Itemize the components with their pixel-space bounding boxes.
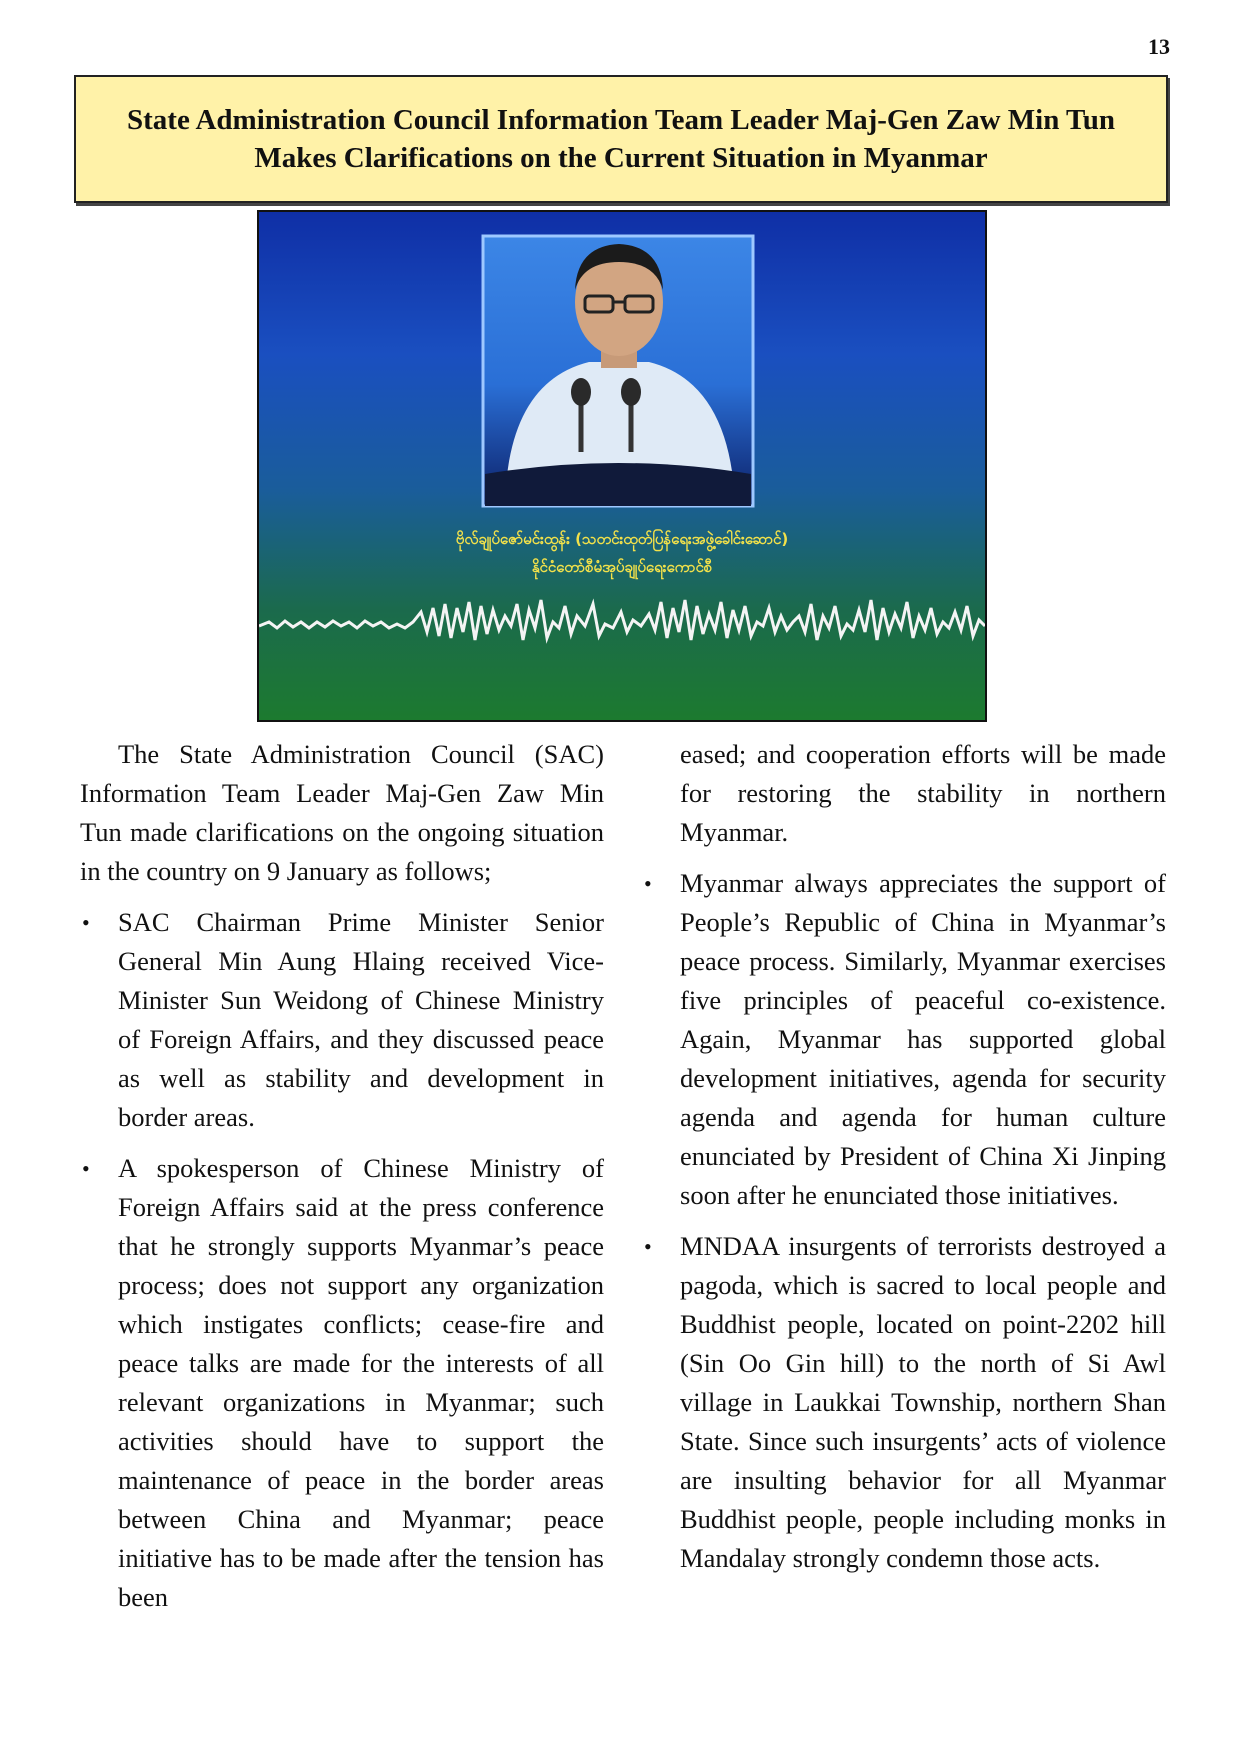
list-item-text: MNDAA insurgents of terrorists destroyed a pagoda, which is sacred to local people and Buddhist people, located on point-2202 hill (Sin Oo Gin hill) to the north of Si Awl village in Laukkai Township, northern Shan State. Since such insurgents’ acts of violence are insulting behavior for all Myanmar Buddhist people, people including monks in Mandalay strongly condemn those acts. <box>680 1231 1166 1573</box>
right-column <box>642 735 1166 1590</box>
list-item-text: SAC Chairman Prime Minister Senior General Min Aung Hlaing received Vice-Minister Sun Weidong of Chinese Ministry of Foreign Affairs, and they discussed peace as well as stability and development in border areas. <box>118 907 604 1132</box>
microphone-icon <box>621 378 641 406</box>
list-item <box>642 864 1166 1215</box>
bullet-icon: • <box>644 871 652 896</box>
photo-caption-line-2: နိုင်ငံတော်စီမံအုပ်ချုပ်ရေးကောင်စီ <box>531 558 713 576</box>
list-item-text: A spokesperson of Chinese Ministry of Foreign Affairs said at the press conference that he strongly supports Myanmar’s peace process; does not support any organization which instigates conflicts; cease-fire and peace talks are made for the interests of all relevant organizations in Myanmar; such activities should have to support the maintenance of peace in the border areas between China and Myanmar; peace initiative has to be made after the tension has been <box>118 1153 604 1612</box>
right-bullet-list <box>642 864 1166 1578</box>
list-item <box>80 1149 604 1617</box>
podium <box>485 463 751 506</box>
speaker-photo <box>257 210 987 722</box>
speaker-photo-illustration <box>259 212 985 720</box>
article-title-box <box>74 75 1168 203</box>
left-bullet-list <box>80 903 604 1617</box>
list-item <box>642 1227 1166 1578</box>
audio-waveform <box>259 600 985 640</box>
bullet-icon: • <box>644 1234 652 1259</box>
microphone-icon <box>571 378 591 406</box>
article-title-line-2: Makes Clarifications on the Current Situation in Myanmar <box>254 142 988 174</box>
photo-caption-line-1: ဗိုလ်ချုပ်ဇော်မင်းထွန်း (သတင်းထုတ်ပြန်ရေးအဖွဲ့ခေါင်းဆောင်) <box>455 530 789 548</box>
bullet-icon: • <box>82 910 90 935</box>
continued-paragraph: eased; and cooperation efforts will be made for restoring the stability in northern Myanmar. <box>680 739 1166 847</box>
left-column <box>80 735 604 1629</box>
article-title-line-1: State Administration Council Information Team Leader Maj-Gen Zaw Min Tun <box>127 104 1115 136</box>
page-number: 13 <box>1148 34 1170 59</box>
bullet-icon: • <box>82 1156 90 1181</box>
list-item-text: Myanmar always appreciates the support of People’s Republic of China in Myanmar’s peace process. Similarly, Myanmar exercises five principles of peaceful co-existence. Again, Myanmar has supported global development initiatives, agenda for security agenda and agenda for human culture enunciated by President of China Xi Jinping soon after he enunciated those initiatives. <box>680 868 1166 1210</box>
list-item <box>80 903 604 1137</box>
intro-paragraph: The State Administration Council (SAC) Information Team Leader Maj-Gen Zaw Min Tun made clarifications on the ongoing situation in the country on 9 January as follows; <box>80 739 604 886</box>
